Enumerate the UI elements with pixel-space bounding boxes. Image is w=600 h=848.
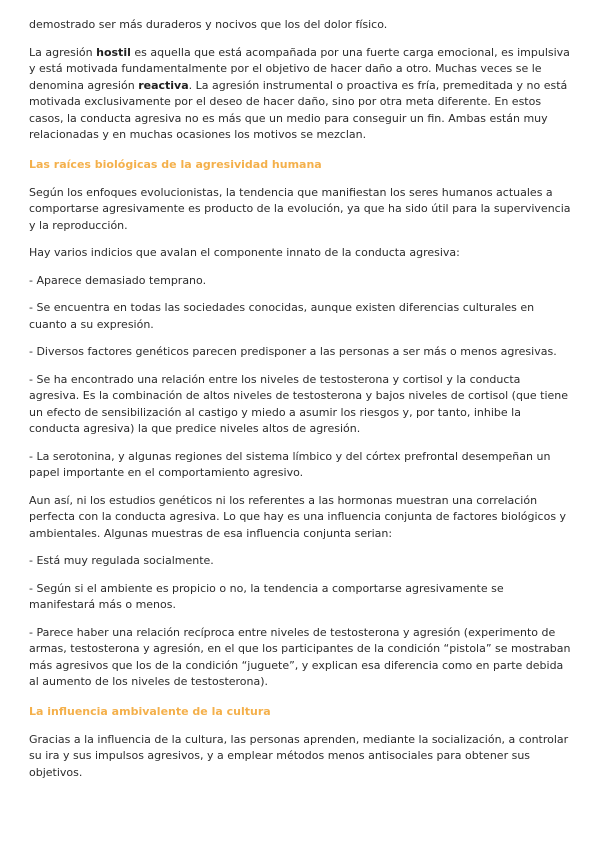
text-run: es aquella que está acompañada por una fuerte carga emocional, es impulsiva y está motivada fundamentalmente por el objetivo de hacer daño a otro. Muchas veces se le denomina agresión xyxy=(29,45,570,92)
section-heading-biological-roots: Las raíces biológicas de la agresividad humana xyxy=(29,157,322,171)
list-item: - Se ha encontrado una relación entre los niveles de testosterona y cortisol y la conducta agresiva. Es la combinación de altos niveles de testosterona y bajos niveles de cortisol (que tiene un efecto de sensibilización al castigo y miedo a asumir los riesgos y, por tanto, inhibe la conducta agresiva) la que predice niveles altos de agresión. xyxy=(29,372,569,435)
bold-term-reactiva: reactiva xyxy=(138,78,189,92)
list-item: - Parece haber una relación recíproca entre niveles de testosterona y agresión (experimento de armas, testosterona y agresión, en el que los participantes de la condición “pistola” se mostraban más agresivos que los de la condición “juguete”, y explican esa diferencia como en parte debida al aumento de los niveles de testosterona). xyxy=(29,625,571,688)
paragraph: Hay varios indicios que avalan el componente innato de la conducta agresiva: xyxy=(29,246,460,259)
text-run: . La agresión instrumental o proactiva es fría, premeditada y no está motivada exclusivamente por el deseo de hacer daño, sino por otra meta diferente. En estos casos, la conducta agresiva no es más que un medio para conseguir un fin. Ambas están muy relacionadas y en muchas ocasiones los motivos se mezclan. xyxy=(29,78,568,141)
list-item: - Está muy regulada socialmente. xyxy=(29,554,214,567)
list-item: - Aparece demasiado temprano. xyxy=(29,273,207,287)
paragraph: Según los enfoques evolucionistas, la tendencia que manifiestan los seres humanos actuales a comportarse agresivamente es producto de la evolución, ya que ha sido útil para la supervivencia y la reproducción. xyxy=(29,185,571,232)
paragraph: Gracias a la influencia de la cultura, las personas aprenden, mediante la socialización, a controlar su ira y sus impulsos agresivos, y a emplear métodos menos antisociales para obtener sus objetivos. xyxy=(29,732,569,779)
list-item: - Se encuentra en todas las sociedades conocidas, aunque existen diferencias culturales en cuanto a su expresión. xyxy=(29,301,535,331)
list-item: - Según si el ambiente es propicio o no, la tendencia a comportarse agresivamente se manifestará más o menos. xyxy=(29,581,504,611)
section-heading-culture: La influencia ambivalente de la cultura xyxy=(29,704,271,718)
paragraph: Aun así, ni los estudios genéticos ni los referentes a las hormonas muestran una correlación perfecta con la conducta agresiva. Lo que hay es una influencia conjunta de factores biológicos y ambientales. Algunas muestras de esa influencia conjunta serian: xyxy=(29,493,567,540)
list-item: - Diversos factores genéticos parecen predisponer a las personas a ser más o menos agresivas. xyxy=(29,345,557,358)
paragraph-continuation: demostrado ser más duraderos y nocivos que los del dolor físico. xyxy=(29,18,388,31)
paragraph-aggression-types xyxy=(29,45,572,144)
list-item: - La serotonina, y algunas regiones del sistema límbico y del córtex prefrontal desempeñan un papel importante en el comportamiento agresivo. xyxy=(29,449,551,479)
bold-term-hostil: hostil xyxy=(96,45,131,59)
text-run: La agresión xyxy=(29,45,97,59)
